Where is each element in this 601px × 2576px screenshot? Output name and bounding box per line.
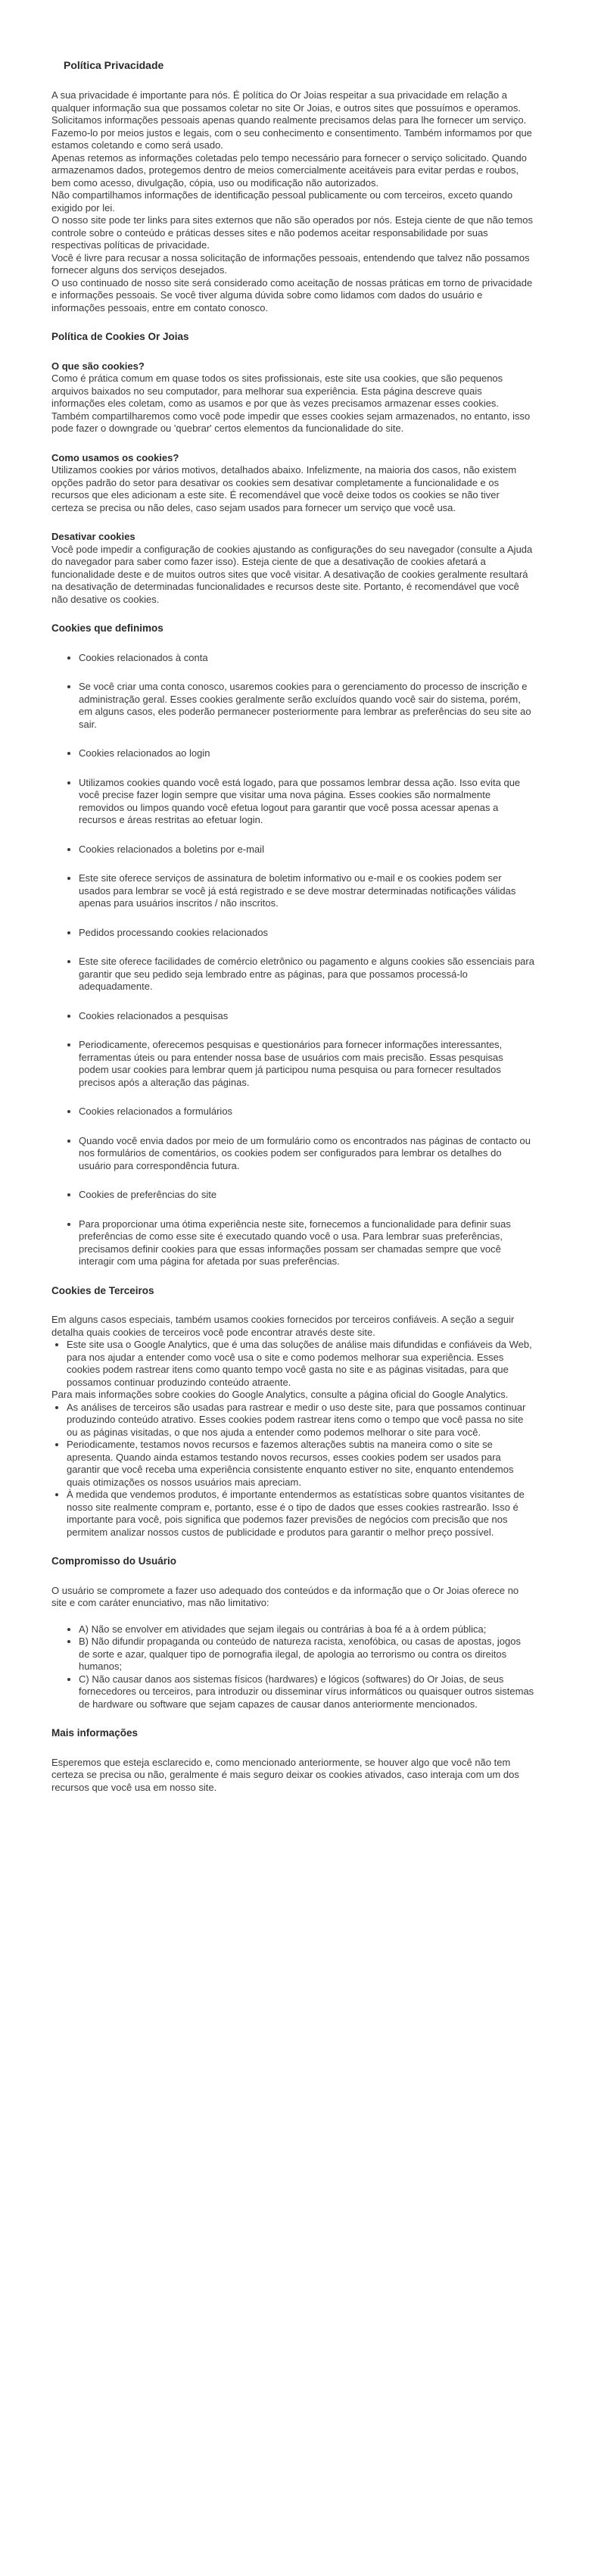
cookies-we-set-heading: Cookies que definimos (51, 622, 163, 634)
list-item: • Para proporcionar uma ótima experiência neste site, fornecemos a funcionalidade para definir suas preferências de como esse site é executado quando você o usa. Para lembrar suas preferências, precisamos definir cookies para que essas informações possam ser chamadas sempre que você interagir com uma página for afetada por suas preferências. (79, 1218, 534, 1268)
disable-cookies-text: Você pode impedir a configuração de cookies ajustando as configurações do seu navegador (consulte a Ajuda do navegador para saber como fazer isso). Esteja ciente de que a desativação de cookies afetará a funcionalidade deste e de muitos outros sites que você visitar. A desativação de cookies geralmente resultará na desativação de determinadas funcionalidades e recursos deste site. Portanto, é recomendável que você não desative os cookies. (51, 543, 533, 605)
policy-content (51, 89, 534, 1794)
list-item: • Cookies relacionados a formulários (79, 1106, 534, 1118)
google-analytics-note: Para mais informações sobre cookies do Google Analytics, consulte a página oficial do Google Analytics. (51, 1389, 509, 1400)
list-item: • Se você criar uma conta conosco, usaremos cookies para o gerenciamento do processo de inscrição e administração geral. Esses cookies geralmente serão excluídos quando você sair do sistema, porém, em alguns casos, eles poderão permanecer posteriormente para lembrar as preferências do seu site ao sair. (79, 681, 534, 731)
more-info-heading: Mais informações (51, 1727, 139, 1739)
list-item: • Pedidos processando cookies relacionados (79, 927, 534, 940)
list-item: • As análises de terceiros são usadas para rastrear e medir o uso deste site, para que possamos continuar produzindo conteúdo atrativo. Esses cookies podem rastrear itens como o tempo que você passa no site ou as páginas visitadas, o que nos ajuda a entender como podemos melhorar o site para você. (67, 1402, 534, 1439)
list-item: • Periodicamente, testamos novos recursos e fazemos alterações subtis na maneira como o site se apresenta. Quando ainda estamos testando novos recursos, esses cookies podem ser usados para garantir que você receba uma experiência consistente enquanto estiver no site, enquanto entendemos quais otimizações os nossos usuários mais apreciam. (67, 1439, 534, 1489)
user-commitment-heading: Compromisso do Usuário (51, 1555, 177, 1567)
list-item: • À medida que vendemos produtos, é importante entendermos as estatísticas sobre quantos visitantes de nosso site realmente compram e, portanto, esse é o tipo de dados que esses cookies rastrearão. Isso é importante para você, pois significa que podemos fazer previsões de negócios com precisão que nos permitem analizar nossos custos de publicidade e produtos para garantir o melhor preço possível. (67, 1489, 534, 1539)
privacy-paragraph: Solicitamos informações pessoais apenas quando realmente precisamos delas para lhe fornecer um serviço. Fazemo-lo por meios justos e legais, com o seu conhecimento e consentimento. Também informamos por que estamos coletando e como será usado. (51, 114, 532, 151)
list-item: • A) Não se envolver em atividades que sejam ilegais ou contrárias à boa fé a à ordem pública; (79, 1623, 534, 1636)
user-commitment-intro: O usuário se compromete a fazer uso adequado dos conteúdos e da informação que o Or Joias oferece no site e com caráter enunciativo, mas não limitativo: (51, 1584, 519, 1608)
page-title: Política Privacidade (64, 59, 164, 71)
more-info-text: Esperemos que esteja esclarecido e, como mencionado anteriormente, se houver algo que você não tem certeza se precisa ou não, geralmente é mais seguro deixar os cookies ativados, caso interaja com um dos recursos que você usa em nosso site. (51, 1756, 519, 1793)
list-item: • Este site oferece facilidades de comércio eletrônico ou pagamento e alguns cookies são essenciais para garantir que seu pedido seja lembrado entre as páginas, para que possamos processá-lo adequadamente. (79, 956, 534, 993)
disable-cookies-section (51, 531, 534, 606)
list-item: • Quando você envia dados por meio de um formulário como os encontrados nas páginas de contacto ou nos formulários de comentários, os cookies podem ser configurados para lembrar os detalhes do usuário para correspondência futura. (79, 1135, 534, 1173)
third-party-cookies-heading: Cookies de Terceiros (51, 1284, 154, 1296)
list-item: • Cookies relacionados a pesquisas (79, 1010, 534, 1023)
list-item: • Periodicamente, oferecemos pesquisas e questionários para fornecer informações interessantes, ferramentas úteis ou para entender nossa base de usuários com mais precisão. Essas pesquisas podem usar cookies para lembrar quem já participou numa pesquisa ou para fornecer resultados precisos após a alteração das páginas. (79, 1039, 534, 1089)
privacy-paragraph: Apenas retemos as informações coletadas pelo tempo necessário para fornecer o serviço solicitado. Quando armazenamos dados, protegemos dentro de meios comercialmente aceitáveis para evitar perdas e roubos, bem como acesso, divulgação, cópia, uso ou modificação não autorizados. (51, 151, 527, 189)
list-item: • Utilizamos cookies quando você está logado, para que possamos lembrar dessa ação. Isso evita que você precise fazer login sempre que visitar uma nova página. Esses cookies são normalmente removidos ou limpos quando você efetua logout para garantir que você possa acessar apenas a recursos e áreas restritas ao efetuar login. (79, 777, 534, 827)
disable-cookies-heading: Desativar cookies (51, 531, 135, 542)
more-info-section (51, 1757, 534, 1795)
privacy-section (51, 89, 534, 314)
list-item: • Cookies relacionados a boletins por e-mail (79, 844, 534, 856)
privacy-paragraph: Não compartilhamos informações de identificação pessoal publicamente ou com terceiros, exceto quando exigido por lei. (51, 189, 513, 214)
what-are-cookies-text: Como é prática comum em quase todos os sites profissionais, este site usa cookies, que são pequenos arquivos baixados no seu computador, para melhorar sua experiência. Esta página descreve quais informações eles coletam, como as usamos e por que às vezes precisamos armazenar esses cookies. Também compartilharemos como você pode impedir que esses cookies sejam armazenados, no entanto, isso pode fazer o downgrade ou 'quebrar' certos elementos da funcionalidade do site. (51, 373, 531, 434)
list-item: • Cookies relacionados ao login (79, 747, 534, 760)
list-item: • Cookies de preferências do site (79, 1189, 534, 1202)
how-we-use-heading: Como usamos os cookies? (51, 451, 179, 463)
how-we-use-text: Utilizamos cookies por vários motivos, detalhados abaixo. Infelizmente, na maioria dos casos, não existem opções padrão do setor para desativar os cookies sem desativar completamente a funcionalidade e os recursos que eles adicionam a este site. É recomendável que você deixe todos os cookies se não tiver certeza se precisa ou não deles, caso sejam usados para fornecer um serviço que você usa. (51, 464, 517, 513)
third-party-intro: Em alguns casos especiais, também usamos cookies fornecidos por terceiros confiáveis. A seção a seguir detalha quais cookies de terceiros você pode encontrar através deste site. (51, 1314, 515, 1338)
what-are-cookies-heading: O que são cookies? (51, 360, 145, 372)
user-commitment-section (51, 1585, 534, 1711)
list-item: • Este site usa o Google Analytics, que é uma das soluções de análise mais difundidas e confiáveis da Web, para nos ajudar a entender como você usa o site e como podemos melhorar sua experiência. Esses cookies podem rastrear itens como quanto tempo você gasta no site e as páginas visitadas, para que possamos continuar produzindo conteúdo atraente. (67, 1339, 534, 1389)
third-party-section (51, 1314, 534, 1539)
privacy-paragraph: Você é livre para recusar a nossa solicitação de informações pessoais, entendendo que talvez não possamos fornecer alguns dos serviços desejados. (51, 251, 530, 276)
privacy-paragraph: A sua privacidade é importante para nós. É política do Or Joias respeitar a sua privacidade em relação a qualquer informação sua que possamos coletar no site Or Joias, e outros sites que possuímos e operamos. (51, 89, 521, 114)
cookie-policy-heading: Política de Cookies Or Joias (51, 331, 189, 342)
what-are-cookies-section (51, 360, 534, 435)
list-item: • C) Não causar danos aos sistemas físicos (hardwares) e lógicos (softwares) do Or Joias, de seus fornecedores ou terceiros, para introduzir ou disseminar vírus informáticos ou quaisquer outros sistemas de hardware ou software que sejam capazes de causar danos anteriormente mencionados. (79, 1673, 534, 1711)
list-item: • Este site oferece serviços de assinatura de boletim informativo ou e-mail e os cookies podem ser usados para lembrar se você já está registrado e se deve mostrar determinadas notificações válidas apenas para usuários inscritos / não inscritos. (79, 872, 534, 910)
list-item: • Cookies relacionados à conta (79, 652, 534, 665)
privacy-paragraph: O uso continuado de nosso site será considerado como aceitação de nossas práticas em torno de privacidade e informações pessoais. Se você tiver alguma dúvida sobre como lidamos com dados do usuário e informações pessoais, entre em contato conosco. (51, 276, 533, 313)
privacy-paragraph: O nosso site pode ter links para sites externos que não são operados por nós. Esteja ciente de que não temos controle sobre o conteúdo e práticas desses sites e não podemos aceitar responsabilidade por suas respectivas políticas de privacidade. (51, 214, 533, 251)
cookies-we-set-list (51, 652, 534, 665)
list-item: • B) Não difundir propaganda ou conteúdo de natureza racista, xenofóbica, ou casas de apostas, jogos de sorte e azar, qualquer tipo de pornografia ilegal, de apologia ao terrorismo ou contra os direitos humanos; (79, 1636, 534, 1673)
how-we-use-section (51, 452, 534, 515)
